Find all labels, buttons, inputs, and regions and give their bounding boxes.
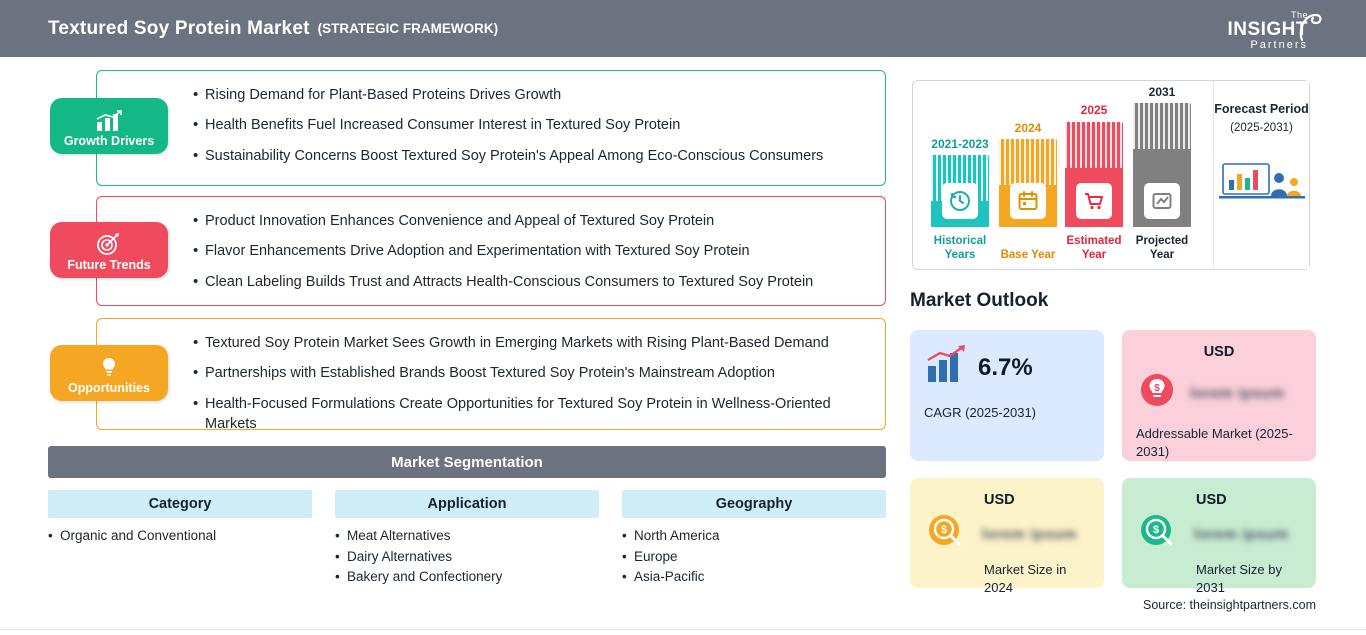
kpi-card-market-size-2024 — [910, 478, 1104, 595]
list-item: • Europe — [622, 547, 887, 568]
page-header — [0, 0, 1366, 57]
addressable-label: Addressable Market (2025-2031) — [1136, 426, 1293, 460]
lightbulb-icon — [97, 355, 121, 379]
forecast-year-historical: 2021-2023 — [931, 137, 989, 151]
growth-drivers-tab[interactable] — [50, 98, 168, 154]
list-item: • Bakery and Confectionery — [335, 567, 600, 588]
segment-header-application: Application — [335, 490, 599, 518]
page-title: Textured Soy Protein Market — [48, 17, 310, 39]
list-item: • Rising Demand for Plant-Based Proteins Drives Growth — [193, 85, 885, 105]
logo-swirl-icon — [1296, 12, 1322, 42]
forecast-period-range: (2025-2031) — [1230, 121, 1293, 134]
forecast-period-panel — [1213, 81, 1309, 269]
lightbulb-dollar-icon — [1136, 370, 1180, 417]
source-attribution: Source: theinsightpartners.com — [1142, 598, 1316, 612]
future-trends-tab-label: Future Trends — [67, 258, 151, 272]
growth-drivers-tab-label: Growth Drivers — [63, 134, 155, 148]
growth-drivers-list — [193, 85, 885, 166]
future-trends-tab[interactable] — [50, 222, 168, 278]
addressable-value-masked: lorem ipsum — [1190, 385, 1285, 402]
list-item: • Health Benefits Fuel Increased Consumer Interest in Textured Soy Protein — [193, 115, 885, 135]
bar-chart-arrow-icon — [924, 344, 968, 391]
insight-partners-logo — [1188, 10, 1308, 50]
list-item: • Product Innovation Enhances Convenience and Appeal of Textured Soy Protein — [193, 211, 885, 231]
forecast-caption-projected: Projected Year — [1135, 235, 1189, 262]
kpi-card-market-size-2031 — [1122, 478, 1316, 595]
forecast-year-estimated: 2025 — [1080, 103, 1108, 117]
kpi-card-cagr — [910, 330, 1104, 461]
forecast-caption-base: Base Year — [1000, 249, 1056, 262]
segment-list-geography — [622, 526, 887, 588]
list-item: • North America — [622, 526, 887, 547]
forecast-bar-base — [999, 139, 1057, 227]
size31-value-masked: lorem ipsum — [1194, 526, 1289, 543]
forecast-column-historical — [931, 155, 989, 227]
forecast-caption-historical: Historical Years — [933, 235, 987, 262]
segment-header-geography: Geography — [622, 490, 886, 518]
list-item: • Health-Focused Formulations Create Opportunities for Textured Soy Protein in Wellness-Oriented Markets — [193, 394, 885, 435]
list-item: • Textured Soy Protein Market Sees Growth in Emerging Markets with Rising Plant-Based Demand — [193, 333, 885, 353]
logo-line-the: The — [1290, 10, 1308, 20]
list-item: • Clean Labeling Builds Trust and Attracts Health-Conscious Consumers to Textured Soy Protein — [193, 272, 885, 292]
forecast-caption-estimated: Estimated Year — [1066, 235, 1122, 262]
opportunities-panel — [96, 318, 886, 430]
cagr-label: CAGR (2025-2031) — [924, 405, 1036, 420]
growth-drivers-panel — [96, 70, 886, 186]
forecast-period-title: Forecast Period — [1214, 102, 1309, 116]
segment-list-category — [48, 526, 323, 547]
history-clock-icon — [942, 183, 978, 219]
opportunities-list — [193, 333, 885, 434]
list-item: • Partnerships with Established Brands Boost Textured Soy Protein's Mainstream Adoption — [193, 363, 885, 383]
shopping-cart-icon — [1076, 183, 1112, 219]
forecast-year-projected: 2031 — [1148, 85, 1176, 99]
opportunities-tab[interactable] — [50, 345, 168, 401]
size24-label: Market Size in 2024 — [984, 562, 1067, 595]
market-segmentation-title: Market Segmentation — [48, 446, 886, 478]
forecast-bar-estimated — [1065, 122, 1123, 227]
forecast-column-projected — [1133, 103, 1191, 227]
svg-text:$: $ — [1154, 383, 1160, 394]
size24-value-masked: lorem ipsum — [982, 526, 1077, 543]
analytics-people-icon — [1217, 154, 1307, 210]
forecast-year-base: 2024 — [1014, 121, 1042, 135]
size24-currency: USD — [984, 492, 1015, 508]
logo-line-partners: Partners — [1250, 39, 1308, 51]
opportunities-tab-label: Opportunities — [68, 381, 150, 395]
list-item: • Dairy Alternatives — [335, 547, 600, 568]
forecast-bar-historical — [931, 155, 989, 227]
list-item: • Sustainability Concerns Boost Textured Soy Protein's Appeal Among Eco-Conscious Consumers — [193, 146, 885, 166]
list-item: • Flavor Enhancements Drive Adoption and Experimentation with Textured Soy Protein — [193, 241, 885, 261]
list-item: • Organic and Conventional — [48, 526, 323, 547]
list-item: • Meat Alternatives — [335, 526, 600, 547]
market-outlook-title: Market Outlook — [910, 290, 1049, 311]
logo-line-insight: INSIGHT — [1227, 19, 1308, 40]
size31-label: Market Size by 2031 — [1196, 562, 1282, 595]
kpi-card-addressable-market — [1122, 330, 1316, 461]
svg-text:$: $ — [1152, 524, 1160, 536]
cagr-value: 6.7% — [978, 353, 1033, 381]
future-trends-panel — [96, 196, 886, 306]
chart-frame-icon — [1144, 183, 1180, 219]
forecast-period-card — [912, 80, 1310, 270]
forecast-column-estimated — [1065, 122, 1123, 227]
forecast-column-base — [999, 139, 1057, 227]
bottom-divider — [0, 629, 1366, 635]
calendar-icon — [1010, 183, 1046, 219]
segment-list-application — [335, 526, 600, 588]
future-trends-list — [193, 211, 885, 292]
magnifier-dollar-icon — [924, 510, 972, 559]
page-subtitle: (STRATEGIC FRAMEWORK) — [317, 21, 499, 36]
segment-header-category: Category — [48, 490, 312, 518]
size31-currency: USD — [1196, 492, 1227, 508]
magnifier-dollar-green-icon — [1136, 510, 1184, 559]
bar-chart-up-icon — [94, 108, 124, 132]
forecast-bar-projected — [1133, 103, 1191, 227]
svg-text:$: $ — [940, 524, 948, 536]
list-item: • Asia-Pacific — [622, 567, 887, 588]
target-icon — [96, 232, 122, 256]
addressable-currency: USD — [1203, 344, 1235, 360]
